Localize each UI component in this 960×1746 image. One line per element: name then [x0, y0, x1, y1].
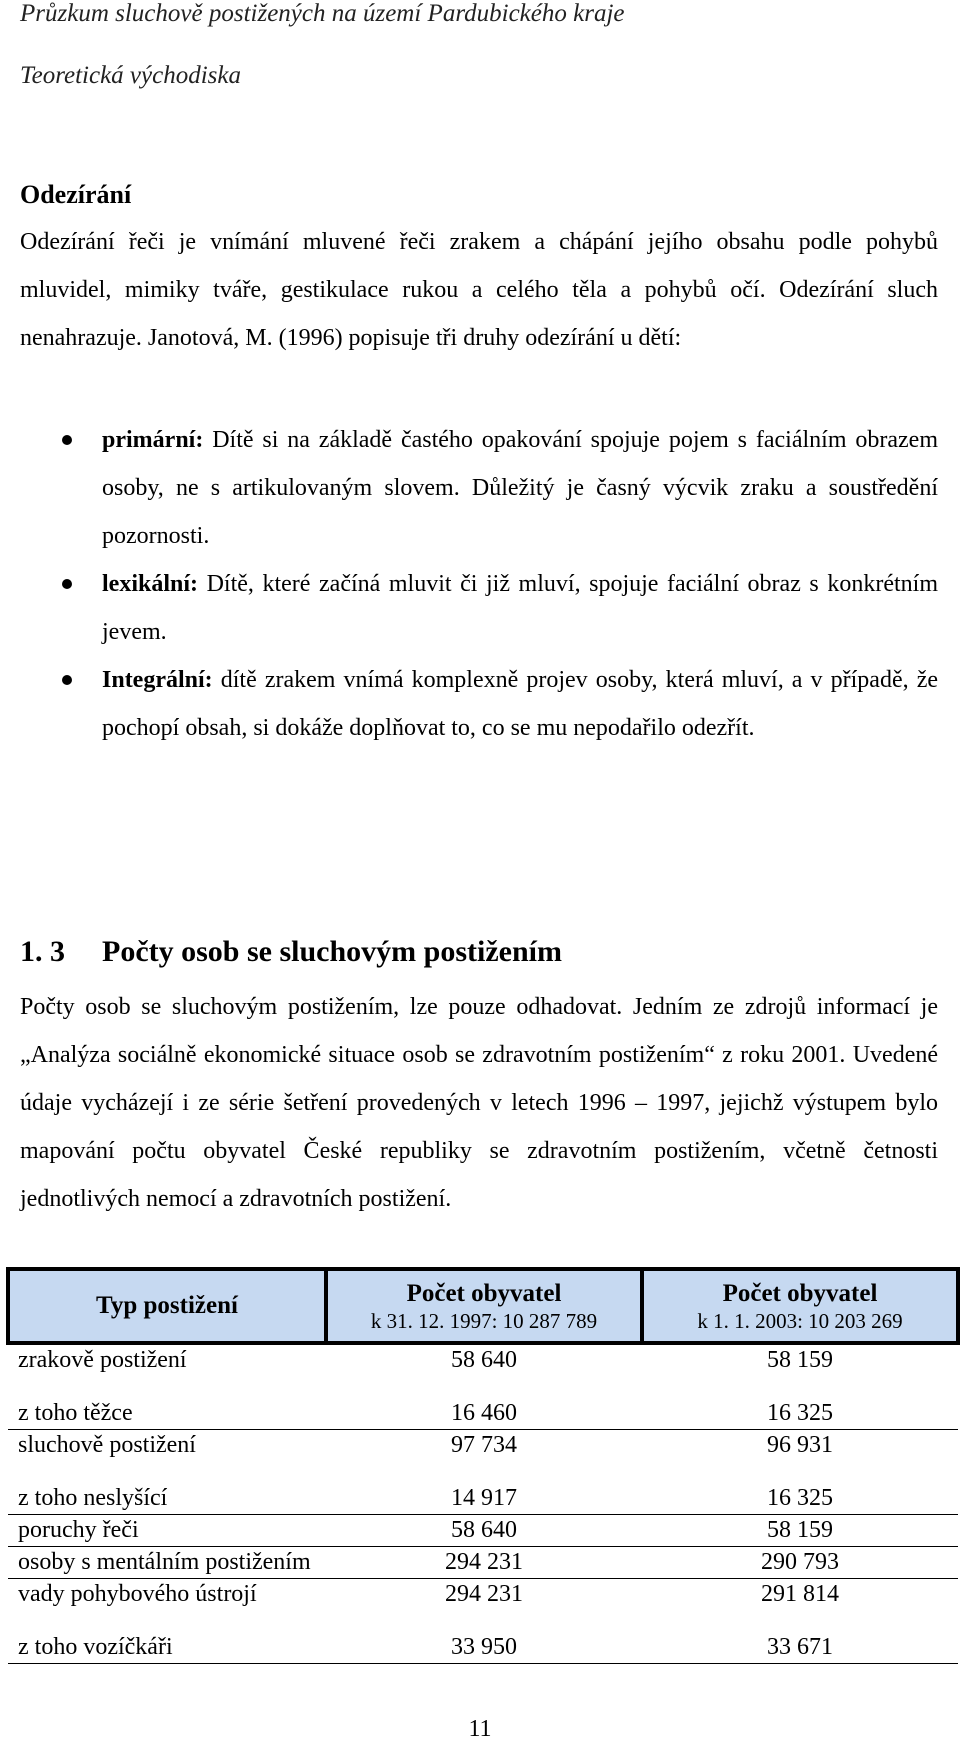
- bullet-item: [0, 416, 940, 560]
- row-value-1997: 33 950: [326, 1632, 642, 1664]
- row-value-1997: 14 917: [326, 1483, 642, 1515]
- table-row: [8, 1398, 958, 1430]
- chapter-paragraph: Počty osob se sluchovým postižením, lze pouze odhadovat. Jedním ze zdrojů informací je „Analýza sociálně ekonomické situace osob se zdravotním postižením“ z roku 2001. Uvedené údaje vycházejí i ze série šetření provedených v letech 1996 – 1997, jejichž výstupem bylo mapování počtu obyvatel České republiky se zdravotním postižením, včetně četnosti jednotlivých nemocí a zdravotních postižení.: [20, 994, 938, 1212]
- row-label: z toho neslyšící: [8, 1483, 326, 1515]
- row-value-1997: 97 734: [451, 1432, 517, 1458]
- bullet-text: Dítě si na základě častého opakování spojuje pojem s faciálním obrazem osoby, ne s artikulovaným slovem. Důležitý je časný výcvik zraku a soustředění pozornosti.: [102, 427, 938, 549]
- bullet-icon: [62, 579, 72, 589]
- section-heading: Odezírání: [20, 180, 132, 209]
- bullet-list: [0, 416, 940, 752]
- bullet-term: primární:: [102, 427, 204, 453]
- bullet-icon: [62, 675, 72, 685]
- row-value-1997: 58 640: [451, 1347, 517, 1373]
- bullet-term: Integrální:: [102, 667, 213, 693]
- bullet-text: Dítě, které začíná mluvit či již mluví, spojuje faciální obraz s konkrétním jevem.: [102, 571, 938, 645]
- page-number: 11: [468, 1716, 492, 1742]
- table-row: [8, 1483, 958, 1515]
- row-label: vady pohybového ústrojí: [18, 1581, 257, 1607]
- header-count-1997: Počet obyvatel k 31. 12. 1997: 10 287 789: [326, 1269, 642, 1343]
- bullet-term: lexikální:: [102, 571, 199, 597]
- row-value-1997: 294 231: [326, 1547, 642, 1579]
- bullet-item: [0, 656, 940, 752]
- table-header-row: [8, 1269, 958, 1343]
- row-value-2003: 58 159: [642, 1515, 958, 1547]
- row-label: z toho vozíčkáři: [8, 1632, 326, 1664]
- row-value-1997: 16 460: [326, 1398, 642, 1430]
- row-label: osoby s mentálním postižením: [8, 1547, 326, 1579]
- row-value-2003: 33 671: [642, 1632, 958, 1664]
- section-paragraph: Odezírání řeči je vnímání mluvené řeči zrakem a chápání jejího obsahu podle pohybů mluvidel, mimiky tváře, gestikulace rukou a celého těla a pohybů očí. Odezírání sluch nenahrazuje. Janotová, M. (1996) popisuje tři druhy odezírání u dětí:: [20, 229, 938, 351]
- row-value-2003: 291 814: [761, 1581, 839, 1607]
- table-row: [8, 1547, 958, 1579]
- chapter-heading: [20, 935, 562, 969]
- table-row: [8, 1579, 958, 1633]
- bullet-icon: [62, 435, 72, 445]
- row-value-2003: 290 793: [642, 1547, 958, 1579]
- table-row: [8, 1430, 958, 1484]
- row-label: poruchy řeči: [8, 1515, 326, 1547]
- header-type: Typ postižení: [8, 1269, 326, 1343]
- row-value-2003: 96 931: [767, 1432, 833, 1458]
- row-label: sluchově postižení: [18, 1432, 196, 1458]
- row-value-1997: 58 640: [326, 1515, 642, 1547]
- bullet-item: [0, 560, 940, 656]
- running-header-section: Teoretická východiska: [20, 62, 241, 89]
- row-label: zrakově postižení: [18, 1347, 187, 1373]
- row-label: z toho těžce: [8, 1398, 326, 1430]
- table-row: [8, 1343, 958, 1398]
- header-count-2003: Počet obyvatel k 1. 1. 2003: 10 203 269: [642, 1269, 958, 1343]
- row-value-1997: 294 231: [445, 1581, 523, 1607]
- row-value-2003: 16 325: [642, 1483, 958, 1515]
- statistics-table: [6, 1267, 960, 1664]
- row-value-2003: 16 325: [642, 1398, 958, 1430]
- chapter-title: Počty osob se sluchovým postižením: [102, 935, 562, 968]
- chapter-number: 1. 3: [20, 935, 65, 968]
- table-row: [8, 1515, 958, 1547]
- bullet-text: dítě zrakem vnímá komplexně projev osoby, která mluví, a v případě, že pochopí obsah, si dokáže doplňovat to, co se mu nepodařilo odezřít.: [102, 667, 938, 741]
- row-value-2003: 58 159: [767, 1347, 833, 1373]
- table-row: [8, 1632, 958, 1664]
- running-header-title: Průzkum sluchově postižených na území Pardubického kraje: [20, 0, 625, 27]
